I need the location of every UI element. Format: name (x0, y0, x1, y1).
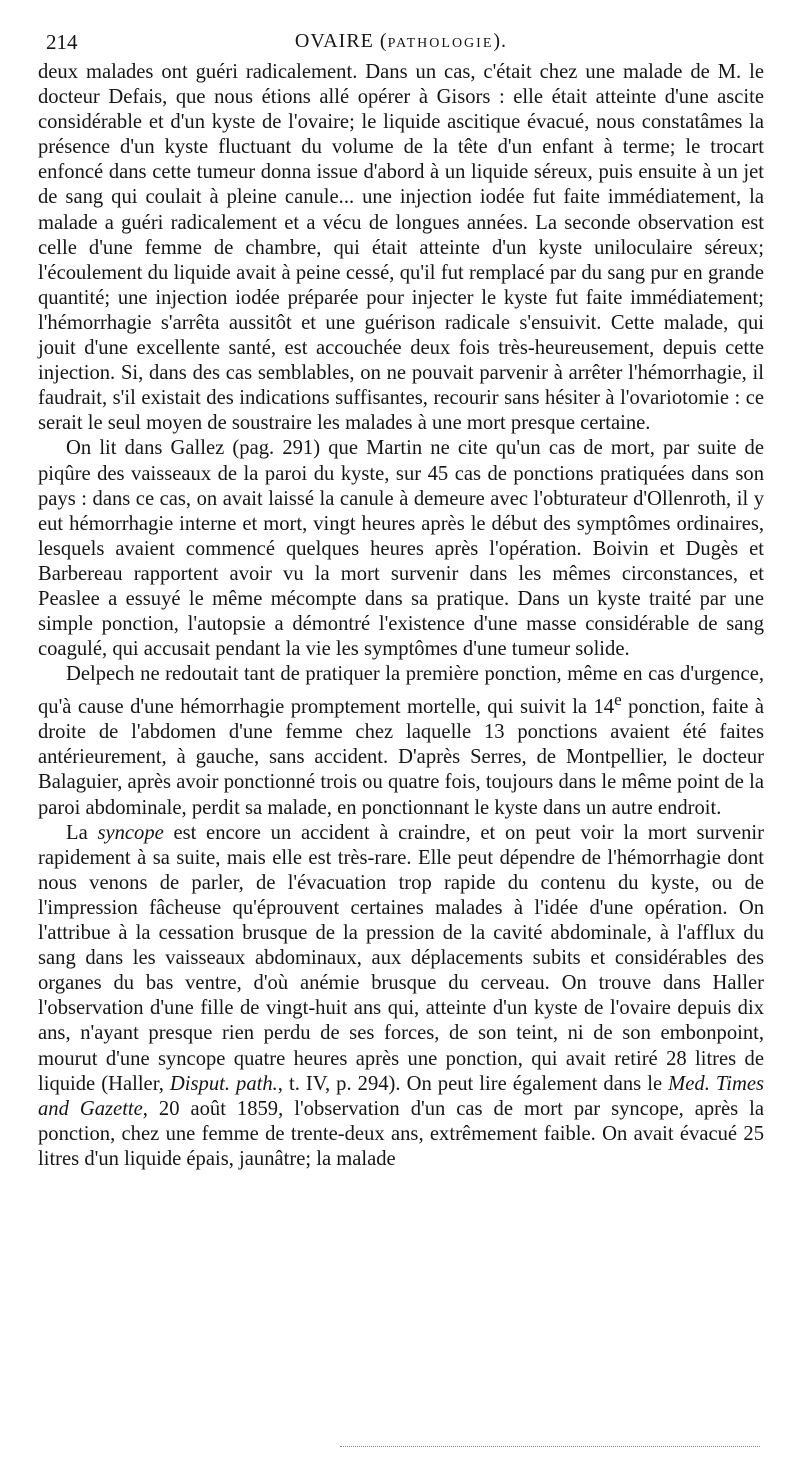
ordinal-number: 14 (593, 696, 615, 719)
running-title-main: OVAIRE ( (294, 30, 388, 52)
italic-term: syncope (97, 821, 164, 844)
running-title (38, 30, 764, 53)
running-title-close: ). (493, 30, 508, 52)
citation-title: Disput. path. (169, 1072, 278, 1095)
paragraph-4: La syncope est encore un accident à craindre, et on peut voir la mort survenir rapidement à sa suite, mais elle est très-rare. Elle peut dépendre de l'hémorrhagie dont nous venons de parler, de l'évacuation trop rapide du contenu du kyste, ou de l'impression fâcheuse qu'éprouvent certaines malades à l'idée d'une opération. On l'attribue à la cessation brusque de la pression de la cavité abdominale, à l'afflux du sang dans les vaisseaux abdominaux, aux déplacements subits et considérables des organes du bas ventre, d'où anémie brusque du cerveau. On trouve dans Haller l'observation d'une fille de vingt-huit ans qui, atteinte d'un kyste de l'ovaire depuis dix ans, n'ayant presque rien perdu de ses forces, de son teint, ni de son embonpoint, mourut d'une syncope quatre heures après une ponction, qui avait retiré 28 litres de liquide (Haller, Disput. path., t. IV, p. 294). On peut lire également dans le Med. Times and Gazette, 20 août 1859, l'observation d'un cas de mort par syncope, après la ponction, chez une femme de trente-deux ans, extrêmement faible. On avait évacué 25 litres d'un liquide épais, jaunâtre; la malade (38, 821, 764, 1170)
page-number: 214 (46, 30, 78, 54)
footer-rule (340, 1446, 760, 1447)
ordinal-superscript: e (614, 690, 622, 710)
running-title-subtitle: PATHOLOGIE (387, 36, 494, 51)
journal-title: Med. Times and Gazette (38, 1072, 764, 1120)
body-text (38, 60, 764, 1172)
paragraph-2: On lit dans Gallez (pag. 291) que Martin ne cite qu'un cas de mort, par suite de piqûre des vaisseaux de la paroi du kyste, sur 45 cas de ponctions pratiquées dans son pays : dans ce cas, on avait laissé la canule à demeure avec l'obturateur d'Ollenroth, il y eut hémorrhagie interne et mort, vingt heures après le début des symptômes ordinaires, lesquels avaient commencé quelques heures après l'opération. Boivin et Dugès et Barbereau rapportent avoir vu la mort survenir dans les mêmes circonstances, et Peaslee a essuyé le même mécompte dans sa pratique. Dans un kyste traité par une simple ponction, l'autopsie a démontré l'existence d'une masse considérable de sang coagulé, qui accusait pendant la vie les symptômes d'une tumeur solide. (38, 437, 764, 661)
page-header (38, 24, 764, 60)
paragraph-3: Delpech ne redoutait tant de pratiquer la première ponction, même en cas d'urgence, qu'à cause d'une hémorrhagie promptement mortelle, qui suivit la 14e ponction, faite à droite de l'abdomen d'une femme chez laquelle 13 ponctions avaient été faites antérieurement, à gauche, sans accident. D'après Serres, de Montpellier, le docteur Balaguier, après avoir ponctionné trois ou quatre fois, toujours dans le même point de la paroi abdominale, perdit sa malade, en ponctionnant le kyste dans un autre endroit. (38, 663, 764, 819)
paragraph-1: deux malades ont guéri radicalement. Dans un cas, c'était chez une malade de M. le docteur Defais, que nous étions allé opérer à Gisors : elle était atteinte d'une ascite considérable et d'un kyste de l'ovaire; le liquide ascitique évacué, nous constatâmes la présence d'un kyste fluctuant du volume de la tête d'un enfant à terme; le trocart enfoncé dans cette tumeur donna issue d'abord à un liquide séreux, puis ensuite à un jet de sang qui coulait à pleine canule... une injection iodée fut faite immédiatement, la malade a guéri radicalement et a vécu de longues années. La seconde observation est celle d'une femme de chambre, qui était atteinte d'un kyste uniloculaire séreux; l'écoulement du liquide avait à peine cessé, qu'il fut remplacé par du sang pur en grande quantité; une injection iodée préparée pour injecter le kyste fut faite immédiatement; l'hémorrhagie s'arrêta aussitôt et une guérison radicale s'ensuivit. Cette malade, qui jouit d'une excellente santé, est accouchée deux fois très-heureusement, depuis cette injection. Si, dans des cas semblables, on ne pouvait parvenir à arrêter l'hémorrhagie, il faudrait, s'il existait des indications suffisantes, recourir sans hésiter à l'ovariotomie : ce serait le seul moyen de soustraire les malades à une mort presque certaine. (38, 61, 764, 435)
